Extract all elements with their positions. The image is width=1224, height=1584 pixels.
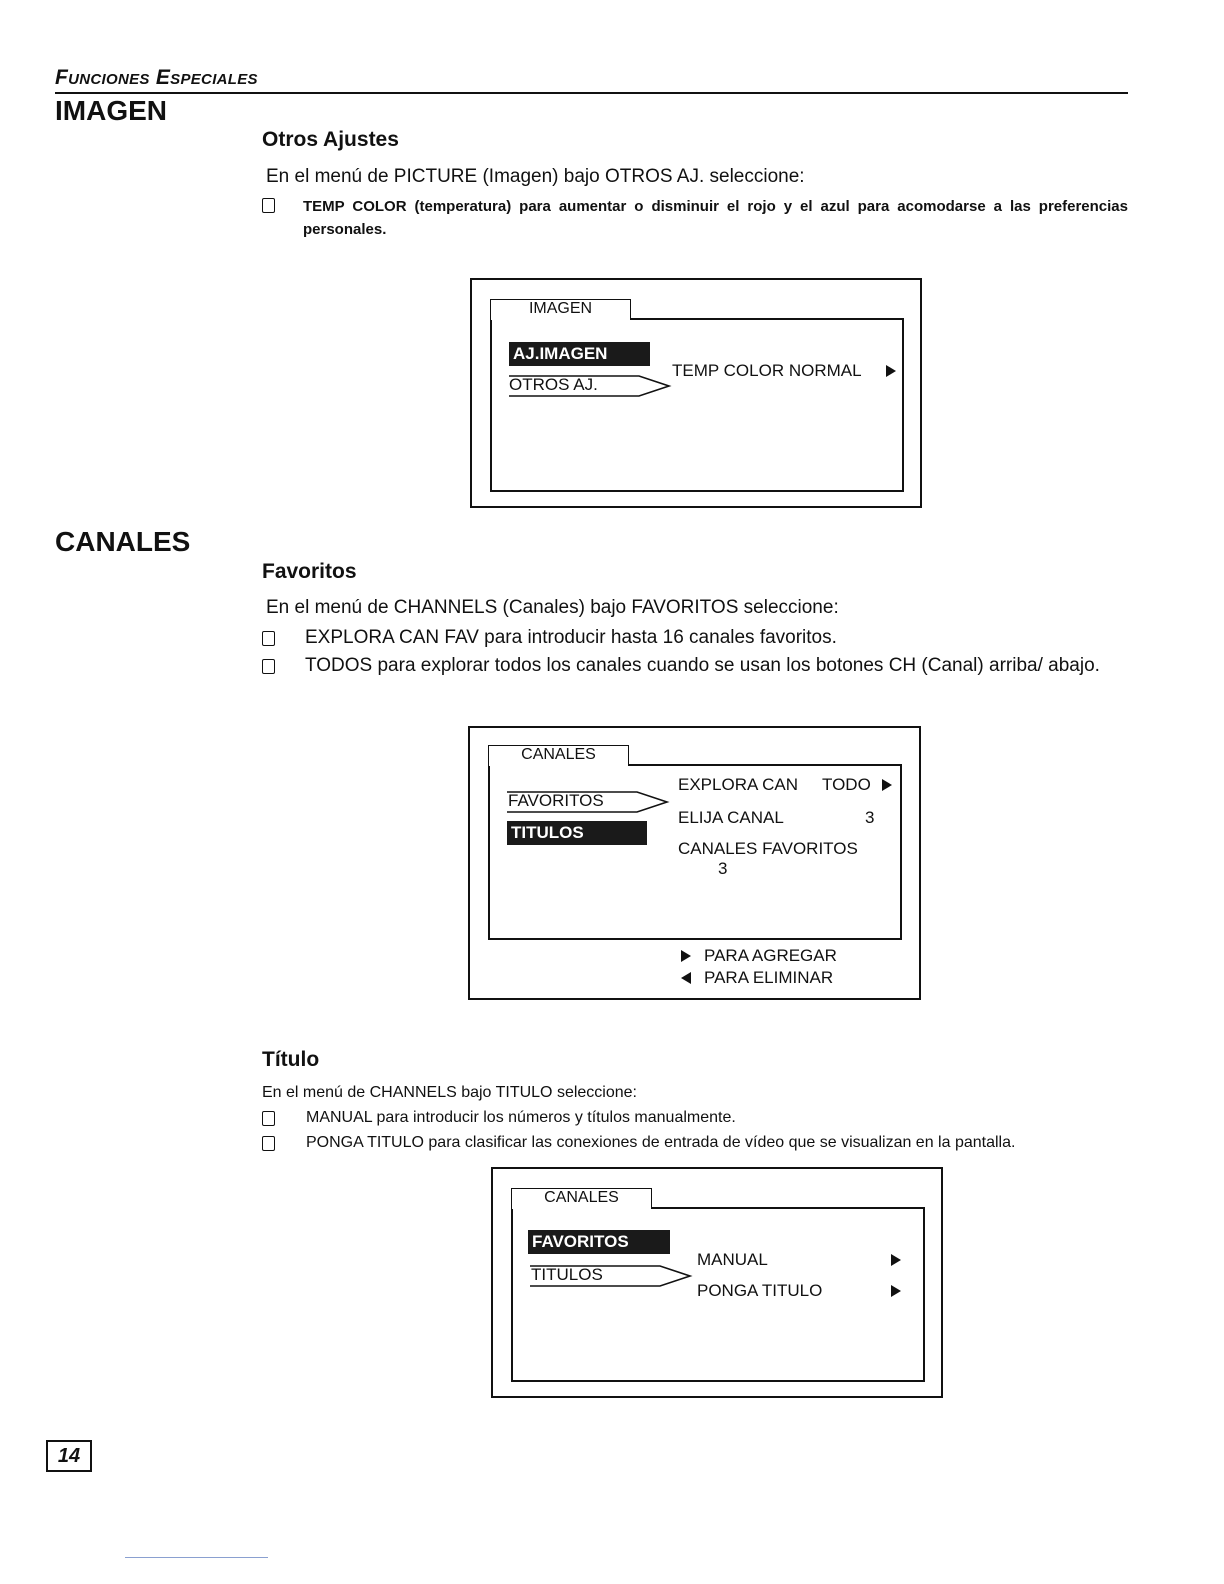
menu-item-arrow-outline-icon <box>507 372 673 400</box>
menu-option-manual[interactable]: MANUAL <box>697 1250 768 1269</box>
menu-value-favorites-count: 3 <box>718 859 728 878</box>
menu-value-channel: 3 <box>865 808 875 827</box>
menu-item-otros-aj[interactable]: OTROS AJ. <box>509 375 598 394</box>
menu-option-canales-favoritos[interactable]: CANALES FAVORITOS <box>678 839 858 858</box>
menu-screen-titulo <box>491 1167 943 1398</box>
menu-option-explora-can[interactable]: EXPLORA CAN <box>678 775 798 794</box>
subtitle-otros-ajustes: Otros Ajustes <box>262 128 399 151</box>
intro-imagen: En el menú de PICTURE (Imagen) bajo OTROS AJ. seleccione: <box>266 166 805 187</box>
list-item: TEMP COLOR (temperatura) para aumentar o disminuir el rojo y el azul para acomodarse a las preferencias personales. <box>262 195 1128 241</box>
list-item: TODOS para explorar todos los canales cuando se usan los botones CH (Canal) arriba/ abajo. <box>262 653 1128 679</box>
menu-tab-canales: CANALES <box>488 745 629 766</box>
page-number: 14 <box>46 1440 92 1472</box>
menu-item-favoritos[interactable]: FAVORITOS <box>508 791 604 810</box>
menu-option-elija-canal[interactable]: ELIJA CANAL <box>678 808 784 827</box>
menu-item-titulos[interactable]: TITULOS <box>531 1265 603 1284</box>
list-item: EXPLORA CAN FAV para introducir hasta 16 canales favoritos. <box>262 625 1128 651</box>
section-title-imagen: IMAGEN <box>55 95 167 126</box>
list-item: MANUAL para introducir los números y títulos manualmente. <box>262 1107 1128 1129</box>
hint-para-eliminar: PARA ELIMINAR <box>704 968 834 987</box>
hint-para-agregar: PARA AGREGAR <box>704 946 837 965</box>
intro-canales: En el menú de CHANNELS (Canales) bajo FAVORITOS seleccione: <box>266 597 839 618</box>
list-item: PONGA TITULO para clasificar las conexiones de entrada de vídeo que se visualizan en la pantalla. <box>262 1132 1128 1154</box>
subtitle-titulo: Título <box>262 1048 320 1071</box>
checkbox-bullet-icon <box>262 659 275 674</box>
right-arrow-icon <box>890 1253 902 1267</box>
header-rule <box>55 92 1128 94</box>
running-header: Funciones Especiales <box>55 66 258 89</box>
right-arrow-icon <box>680 949 692 963</box>
menu-screen-canales <box>468 726 921 1000</box>
menu-item-arrow-outline-icon <box>528 1262 694 1290</box>
menu-item-favoritos-selected[interactable]: FAVORITOS <box>528 1230 670 1254</box>
menu-tab-imagen: IMAGEN <box>490 299 631 320</box>
menu-option-ponga-titulo[interactable]: PONGA TITULO <box>697 1281 823 1300</box>
section-title-canales: CANALES <box>55 526 191 557</box>
right-arrow-icon <box>881 778 893 792</box>
checkbox-bullet-icon <box>262 631 275 646</box>
intro-titulo: En el menú de CHANNELS bajo TITULO seleccione: <box>262 1084 637 1101</box>
menu-item-aj-imagen-selected[interactable]: AJ.IMAGEN <box>509 342 650 366</box>
right-arrow-icon <box>890 1284 902 1298</box>
menu-screen-imagen <box>470 278 922 508</box>
menu-value-todo: TODO <box>822 775 871 794</box>
left-arrow-icon <box>680 971 692 985</box>
checkbox-bullet-icon <box>262 1136 275 1151</box>
checkbox-bullet-icon <box>262 1111 275 1126</box>
menu-tab-canales: CANALES <box>511 1188 652 1209</box>
footer-rule <box>125 1557 268 1558</box>
menu-item-titulos-selected[interactable]: TITULOS <box>507 821 647 845</box>
checkbox-bullet-icon <box>262 198 275 213</box>
menu-option-temp-color[interactable]: TEMP COLOR NORMAL <box>672 361 862 380</box>
menu-item-arrow-outline-icon <box>505 788 671 816</box>
right-arrow-icon <box>885 364 897 378</box>
subtitle-favoritos: Favoritos <box>262 560 357 583</box>
